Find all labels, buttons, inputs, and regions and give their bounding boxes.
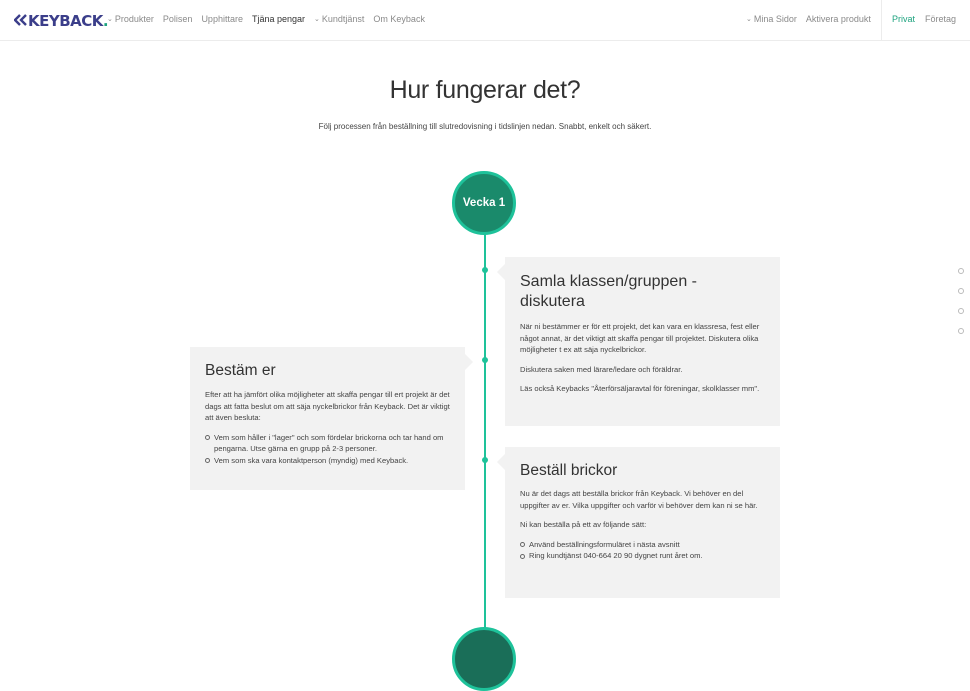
chevron-down-icon: ⌄ <box>314 16 320 23</box>
logo-dot: . <box>102 12 109 30</box>
customer-type-switch <box>892 14 956 24</box>
segment-privat[interactable]: Privat <box>892 14 916 24</box>
card-pointer <box>497 454 505 470</box>
chevron-down-icon: ⌄ <box>107 16 113 23</box>
nav-label: Kundtjänst <box>321 14 365 24</box>
double-chevron-left-icon <box>14 12 27 30</box>
page-subtitle: Följ processen från beställning till slutredovisning i tidslinjen nedan. Snabbt, enkelt och säkert. <box>318 122 652 131</box>
timeline-dot <box>482 357 488 363</box>
side-nav-dot-icon[interactable] <box>958 288 964 294</box>
nav-om-keyback[interactable] <box>373 14 425 24</box>
card-pointer <box>465 354 473 370</box>
header-divider <box>881 0 882 40</box>
nav-upphittare[interactable] <box>201 14 243 24</box>
side-nav-dot-icon[interactable] <box>958 308 964 314</box>
week-badge <box>452 171 516 235</box>
page-title: Hur fungerar det? <box>389 76 581 104</box>
card-title: Samla klassen/gruppen - diskutera <box>520 273 697 310</box>
nav-kundtjanst[interactable] <box>314 14 364 24</box>
nav-polisen[interactable] <box>163 14 193 24</box>
nav-label: Produkter <box>114 14 154 24</box>
side-nav-dot-icon[interactable] <box>958 268 964 274</box>
timeline-card-bestam <box>190 347 465 490</box>
timeline-card-bestall <box>505 447 780 598</box>
main-nav <box>107 14 434 24</box>
next-week-badge <box>452 627 516 691</box>
list-item: Använd beställningsformuläret i nästa avsnitt <box>520 539 765 551</box>
week-label: Vecka 1 <box>462 197 506 209</box>
nav-label: Polisen <box>162 14 193 24</box>
nav-tjana-pengar[interactable] <box>252 14 305 24</box>
card-paragraph: När ni bestämmer er för ett projekt, det kan vara en klassresa, fest eller något annat, är det viktigt att skaffa pengar till projektet. Diskutera olika möjligheter t ex att säja nyckelbrickor. <box>520 322 760 354</box>
card-paragraph: Efter att ha jämfört olika möjligheter att skaffa pengar till ert projekt är det dags att fatta beslut om att säja nyckelbrickor från Keyback. Det är viktigt att även besluta: <box>205 390 450 422</box>
card-pointer <box>497 264 505 280</box>
segment-foretag[interactable]: Företag <box>925 14 957 24</box>
timeline-dot <box>482 457 488 463</box>
top-navigation-bar <box>0 0 970 41</box>
card-bullet-list <box>520 539 765 562</box>
keyback-logo[interactable] <box>14 12 108 30</box>
nav-mina-sidor[interactable] <box>746 14 797 24</box>
card-paragraph: Nu är det dags att beställa brickor från Keyback. Vi behöver en del uppgifter av er. Vilka uppgifter och varför vi behöver dem kan ni se här. <box>520 489 758 510</box>
nav-label: Om Keyback <box>373 14 425 24</box>
card-paragraph: Diskutera saken med lärare/ledare och föräldrar. <box>520 364 683 374</box>
card-paragraph: Läs också Keybacks "Återförsäljaravtal för föreningar, skolklasser mm". <box>520 384 760 393</box>
nav-produkter[interactable] <box>107 14 154 24</box>
card-title: Bestäm er <box>205 362 276 379</box>
list-item: Ring kundtjänst 040-664 20 90 dygnet runt året om. <box>520 550 765 562</box>
nav-label: Upphittare <box>201 14 243 24</box>
nav-aktivera-produkt[interactable] <box>806 14 871 24</box>
timeline-card-samla <box>505 257 780 426</box>
chevron-down-icon: ⌄ <box>746 16 752 23</box>
nav-label: Tjäna pengar <box>251 14 306 24</box>
timeline-line <box>484 232 486 652</box>
card-title: Beställ brickor <box>520 462 618 479</box>
nav-label: Aktivera produkt <box>805 14 871 24</box>
list-item: Vem som håller i "lager" och som fördelar brickorna och tar hand om pengarna. Utse gärna en grupp på 2-3 personer. <box>205 432 450 455</box>
nav-label: Mina Sidor <box>753 14 797 24</box>
list-item: Vem som ska vara kontaktperson (myndig) med Keyback. <box>205 455 450 467</box>
card-bullet-list <box>205 432 450 467</box>
timeline-dot <box>482 267 488 273</box>
logo-text: KEYBACK <box>28 12 103 30</box>
account-nav <box>746 14 880 24</box>
side-nav-dot-icon[interactable] <box>958 328 964 334</box>
card-paragraph: Ni kan beställa på ett av följande sätt: <box>520 520 647 529</box>
